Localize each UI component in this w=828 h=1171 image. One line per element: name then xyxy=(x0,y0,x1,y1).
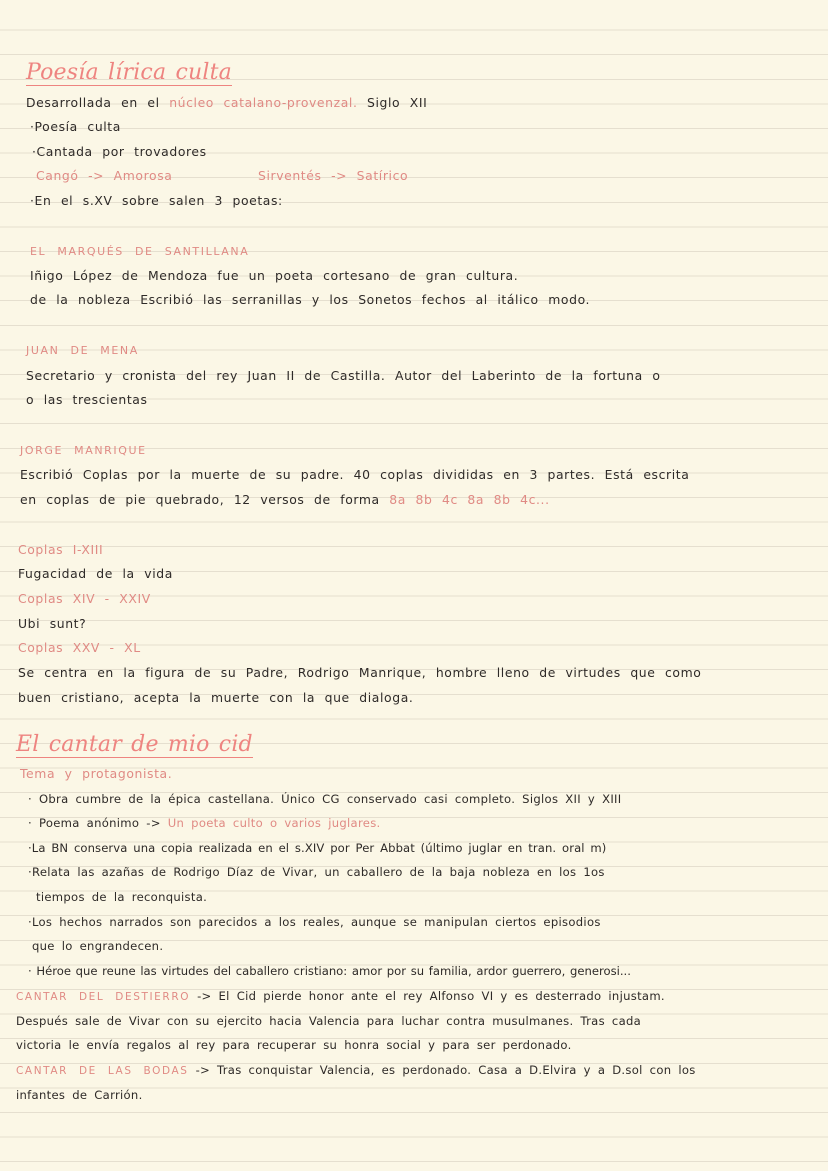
cid-bullet-2: · Poema anónimo -> Un poeta culto o varios juglares. xyxy=(28,816,381,830)
cid-bodas-line-2: infantes de Carrión. xyxy=(16,1088,143,1102)
mena-heading: JUAN DE MENA xyxy=(26,344,139,357)
cid-bullet-3: ·La BN conserva una copia realizada en el s.XIV por Per Abbat (último juglar en tran. oral m) xyxy=(28,841,607,855)
cid-bullet-6: · Héroe que reune las virtudes del caballero cristiano: amor por su familia, ardor guerrero, generosi... xyxy=(28,964,631,978)
coplas-text-2: Ubi sunt? xyxy=(18,616,87,631)
santillana-heading: EL MARQUÉS DE SANTILLANA xyxy=(30,245,250,258)
mena-line-1: Secretario y cronista del rey Juan II de Castilla. Autor del Laberinto de la fortuna o xyxy=(26,368,661,383)
coplas-text-3a: Se centra en la figura de su Padre, Rodrigo Manrique, hombre lleno de virtudes que como xyxy=(18,665,702,680)
manrique-heading: JORGE MANRIQUE xyxy=(20,444,147,457)
manrique-line-1: Escribió Coplas por la muerte de su padre. 40 coplas divididas en 3 partes. Está escrita xyxy=(20,467,690,482)
santillana-line-1: Iñigo López de Mendoza fue un poeta cortesano de gran cultura. xyxy=(30,268,519,283)
cid-destierro-line-2: Después sale de Vivar con su ejercito hacia Valencia para luchar contra musulmanes. Tras cada xyxy=(16,1014,642,1028)
mena-line-2: o las trescientas xyxy=(26,392,148,407)
cid-destierro-line-3: victoria le envía regalos al rey para recuperar su honra social y para ser perdonado. xyxy=(16,1038,572,1052)
lirica-line-4a: Cangó -> Amorosa xyxy=(36,168,173,183)
cid-bullet-5a: ·Los hechos narrados son parecidos a los reales, aunque se manipulan ciertos episodios xyxy=(28,915,601,929)
cid-bullet-4a: ·Relata las azañas de Rodrigo Díaz de Vivar, un caballero de la baja nobleza en los 1os xyxy=(28,865,605,879)
lirica-line-2: ·Poesía culta xyxy=(30,119,121,134)
lirica-title: Poesía lírica culta xyxy=(26,60,232,85)
cid-bullet-5b: que lo engrandecen. xyxy=(32,939,164,953)
coplas-heading-3: Coplas XXV - XL xyxy=(18,640,141,655)
coplas-heading-2: Coplas XIV - XXIV xyxy=(18,591,151,606)
lirica-line-4b: Sirventés -> Satírico xyxy=(258,168,409,183)
cid-subtitle: Tema y protagonista. xyxy=(20,766,173,781)
cid-destierro-line-1: CANTAR DEL DESTIERRO -> El Cid pierde honor ante el rey Alfonso VI y es desterrado injustam. xyxy=(16,989,665,1003)
coplas-heading-1: Coplas I-XIII xyxy=(18,542,104,557)
cid-title: El cantar de mio cid xyxy=(16,732,253,757)
coplas-text-3b: buen cristiano, acepta la muerte con la que dialoga. xyxy=(18,690,414,705)
lirica-line-1: Desarrollada en el núcleo catalano-provenzal. Siglo XII xyxy=(26,95,428,110)
lirica-line-3: ·Cantada por trovadores xyxy=(32,144,207,159)
lirica-line-5: ·En el s.XV sobre salen 3 poetas: xyxy=(30,193,283,208)
manrique-line-2: en coplas de pie quebrado, 12 versos de forma 8a 8b 4c 8a 8b 4c... xyxy=(20,492,550,507)
cid-bullet-1: · Obra cumbre de la épica castellana. Único CG conservado casi completo. Siglos XII y XIII xyxy=(28,792,622,806)
cid-bullet-4b: tiempos de la reconquista. xyxy=(36,890,208,904)
santillana-line-2: de la nobleza Escribió las serranillas y los Sonetos fechos al itálico modo. xyxy=(30,292,591,307)
coplas-text-1: Fugacidad de la vida xyxy=(18,566,173,581)
cid-bodas-line-1: CANTAR DE LAS BODAS -> Tras conquistar Valencia, es perdonado. Casa a D.Elvira y a D.sol con los xyxy=(16,1063,696,1077)
